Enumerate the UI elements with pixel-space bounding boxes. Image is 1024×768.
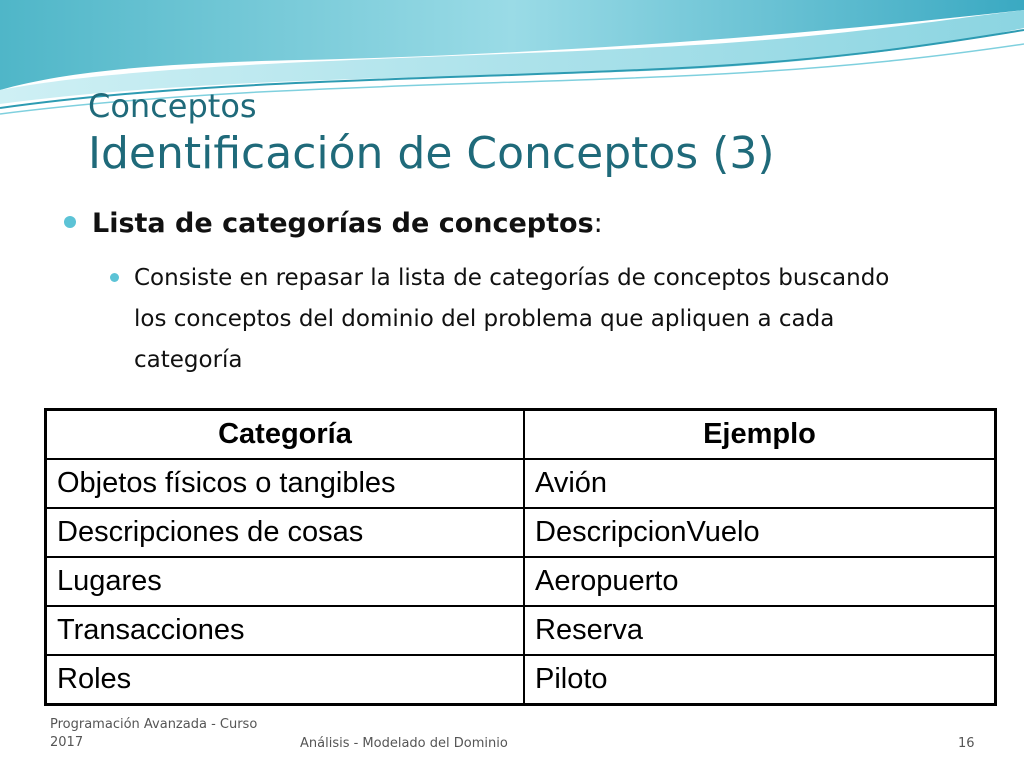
table-row: [46, 459, 996, 508]
bullet-level1: [64, 208, 603, 239]
bullet-level2-text: Consiste en repasar la lista de categorías de conceptos buscando los conceptos del dominio del problema que apliquen a cada categoría: [134, 265, 890, 373]
slide-title-line2: Identificación de Conceptos (3): [88, 127, 775, 179]
table-cell-ejemplo: DescripcionVuelo: [524, 508, 996, 557]
table-row: [46, 655, 996, 705]
bullet-dot-icon: [110, 273, 119, 282]
slide-title-line1: Conceptos: [88, 87, 257, 125]
table-cell-ejemplo: Avión: [524, 459, 996, 508]
footer-section: Análisis - Modelado del Dominio: [300, 736, 508, 751]
table-cell-ejemplo: Reserva: [524, 606, 996, 655]
bullet-level1-bold: Lista de categorías de conceptos: [92, 208, 594, 239]
table-header-categoria: Categoría: [46, 410, 525, 460]
table-row: [46, 508, 996, 557]
table-cell-categoria: Roles: [46, 655, 525, 705]
table-header-row: [46, 410, 996, 460]
slide-title: [88, 88, 775, 179]
footer-page-number: 16: [958, 736, 975, 751]
table-cell-categoria: Transacciones: [46, 606, 525, 655]
table-cell-categoria: Lugares: [46, 557, 525, 606]
table-row: [46, 557, 996, 606]
table-cell-categoria: Objetos físicos o tangibles: [46, 459, 525, 508]
table-cell-ejemplo: Piloto: [524, 655, 996, 705]
bullet-level2: [110, 258, 890, 381]
bullet-level1-suffix: :: [593, 208, 603, 239]
categories-table: [44, 408, 997, 706]
table-row: [46, 606, 996, 655]
table-header-ejemplo: Ejemplo: [524, 410, 996, 460]
table-cell-ejemplo: Aeropuerto: [524, 557, 996, 606]
table-cell-categoria: Descripciones de cosas: [46, 508, 525, 557]
bullet-dot-icon: [64, 216, 76, 228]
footer-course: Programación Avanzada - Curso 2017: [50, 717, 258, 750]
